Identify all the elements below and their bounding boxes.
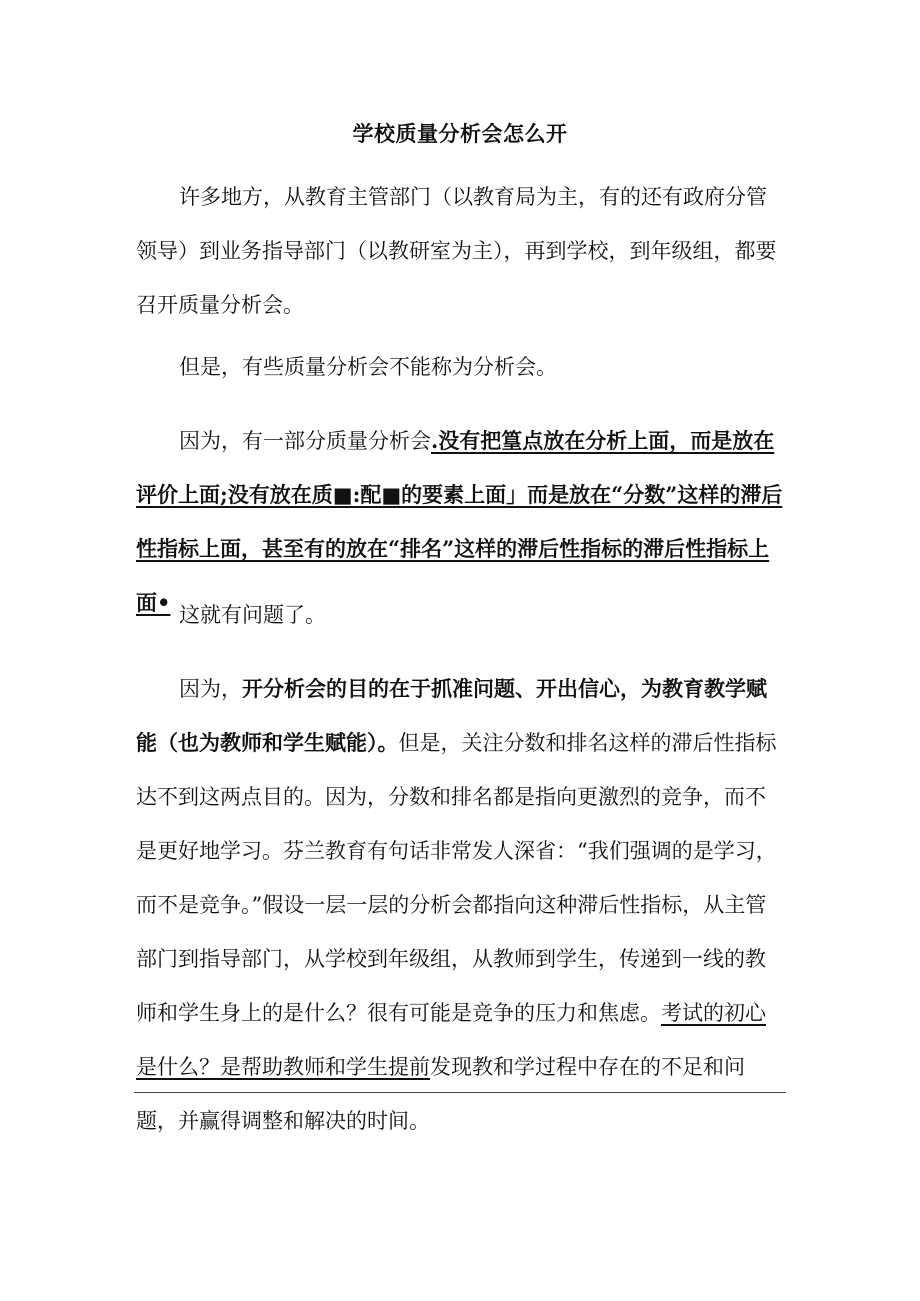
horizontal-rule: [134, 1092, 786, 1093]
emphasized-underlined-text: .没有把篁点放在分析上面，而是放在评价上面;没有放在质■:配■的要素上面」而是放在“分数”这样的滞后性指标上面，甚至有的放在“排名”这样的滞后性指标的滞后性指标上面•: [136, 428, 783, 615]
paragraph-however: 但是，有些质量分析会不能称为分析会。: [179, 355, 557, 379]
document-title: 学校质量分析会怎么开: [352, 121, 568, 146]
body-text: 但是，关注分数和排名这样的滞后性指标达不到这两点目的。因为，分数和排名都是指向更激烈的竞争，而不是更好地学习。芬兰教育有句话非常发人深省：“我们强调的是学习，而不是竞争。”假设一层一层的分析会都指向这种滞后性指标，从主管部门到指导部门，从学校到年级组，从教师到学生，传递到一线的教师和学生身上的是什么？很有可能是竞争的压力和焦虑。: [136, 731, 777, 1025]
paragraph-lead-text: 因为，: [179, 677, 242, 701]
body-text-tail: 发现教和学过程中存在的不足和问题，并赢得调整和解决的时间。: [136, 1055, 745, 1133]
paragraph-lead-text: 因为，有一部分质量分析会: [179, 429, 431, 453]
emphasized-bold-text: 开分析会的目的在于抓准问题、开出信心，为教育教学赋能（也为教师和学生赋能）。: [136, 676, 767, 755]
underlined-text: 考试的初心是什么？是帮助教师和学生提前: [136, 1001, 766, 1079]
paragraph-intro: 许多地方，从教育主管部门（以教育局为主，有的还有政府分管领导）到业务指导部门（以教研室为主），再到学校，到年级组，都要召开质量分析会。: [136, 185, 777, 317]
paragraph-purpose: [136, 662, 786, 1148]
paragraph-problem: 这就有问题了。: [179, 603, 326, 627]
